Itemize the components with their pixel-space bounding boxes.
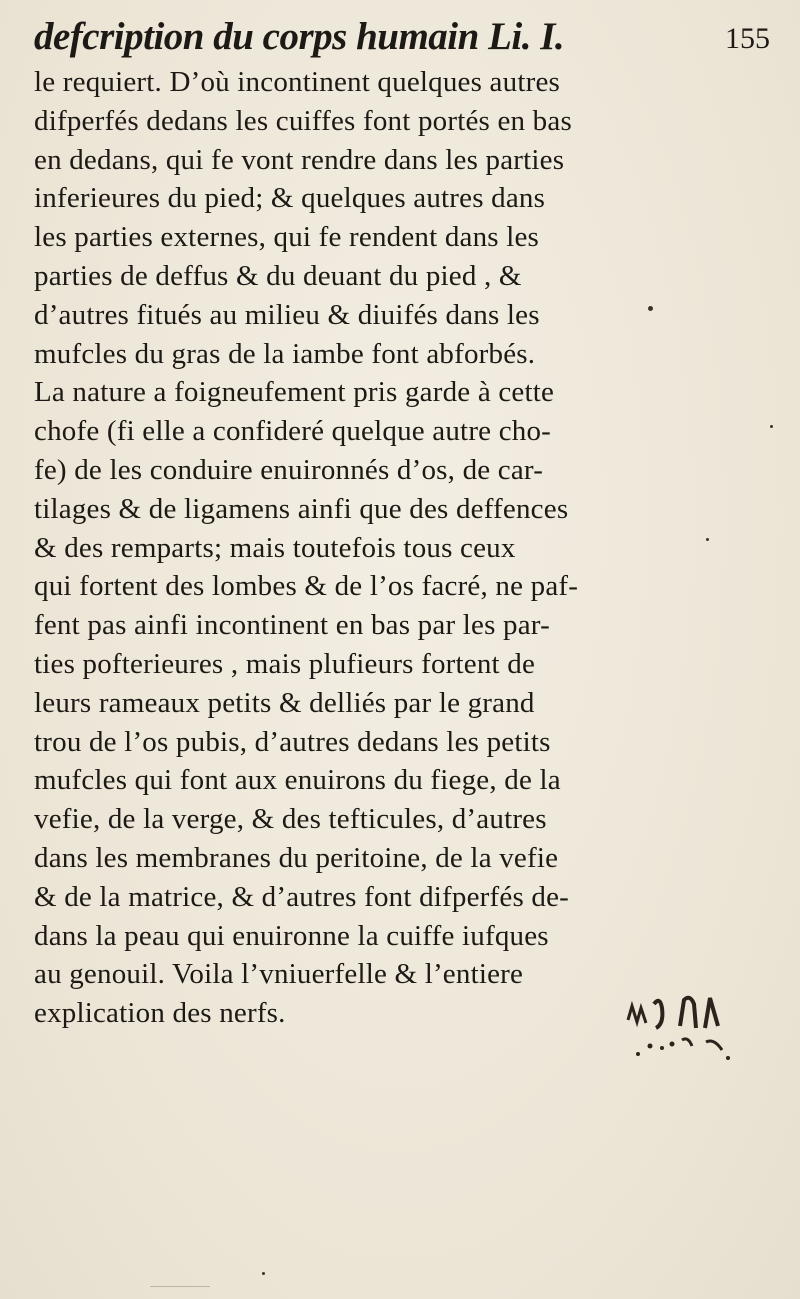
text-line: trou de l’os pubis, d’autres dedans les petits [34, 725, 551, 758]
text-line: explication des nerfs. [34, 997, 286, 1030]
library-stamp-mark [610, 968, 760, 1068]
text-line: mufcles qui font aux enuirons du fiege, de la [34, 764, 561, 797]
text-line: difperfés dedans les cuiffes font portés en bas [34, 104, 572, 137]
text-line: en dedans, qui fe vont rendre dans les parties [34, 143, 565, 176]
text-line: le requiert. D’où incontinent quelques autres [34, 66, 561, 98]
text-line: dans les membranes du peritoine, de la vefie [34, 841, 559, 874]
text-line: parties de deffus & du deuant du pied , & [34, 259, 522, 292]
page-header [34, 14, 774, 66]
body-text [34, 63, 774, 1033]
ink-speck [262, 1272, 265, 1275]
text-line: qui fortent des lombes & de l’os facré, ne paf- [34, 570, 579, 603]
ink-speck [706, 538, 709, 541]
page-number: 155 [725, 22, 770, 55]
paper-crease [150, 1286, 210, 1287]
text-line: & des remparts; mais toutefois tous ceux [34, 531, 516, 564]
running-title: defcription du corps humain Li. I. [34, 15, 565, 58]
text-line: La nature a foigneufement pris garde à cette [34, 376, 555, 409]
text-line: vefie, de la verge, & des tefticules, d’autres [34, 803, 547, 836]
text-line: inferieures du pied; & quelques autres dans [34, 182, 546, 215]
text-line: d’autres fitués au milieu & diuifés dans les [34, 298, 540, 331]
text-line: leurs rameaux petits & delliés par le grand [34, 686, 535, 719]
text-line: & de la matrice, & d’autres font difperfés de- [34, 880, 570, 913]
text-line: fent pas ainfi incontinent en bas par les par- [34, 609, 550, 642]
text-line: mufcles du gras de la iambe font abforbés. [34, 337, 536, 370]
text-line: au genouil. Voila l’vniuerfelle & l’entiere [34, 958, 524, 991]
text-line: chofe (fi elle a confideré quelque autre cho- [34, 415, 552, 448]
text-line: les parties externes, qui fe rendent dans les [34, 221, 540, 254]
text-line: tilages & de ligamens ainfi que des deffences [34, 492, 569, 525]
text-line: ties pofterieures , mais plufieurs fortent de [34, 647, 536, 680]
ink-speck [770, 425, 773, 428]
ink-speck [648, 306, 653, 311]
text-line: dans la peau qui enuironne la cuiffe iufques [34, 919, 549, 952]
text-line: fe) de les conduire enuironnés d’os, de car- [34, 453, 544, 486]
